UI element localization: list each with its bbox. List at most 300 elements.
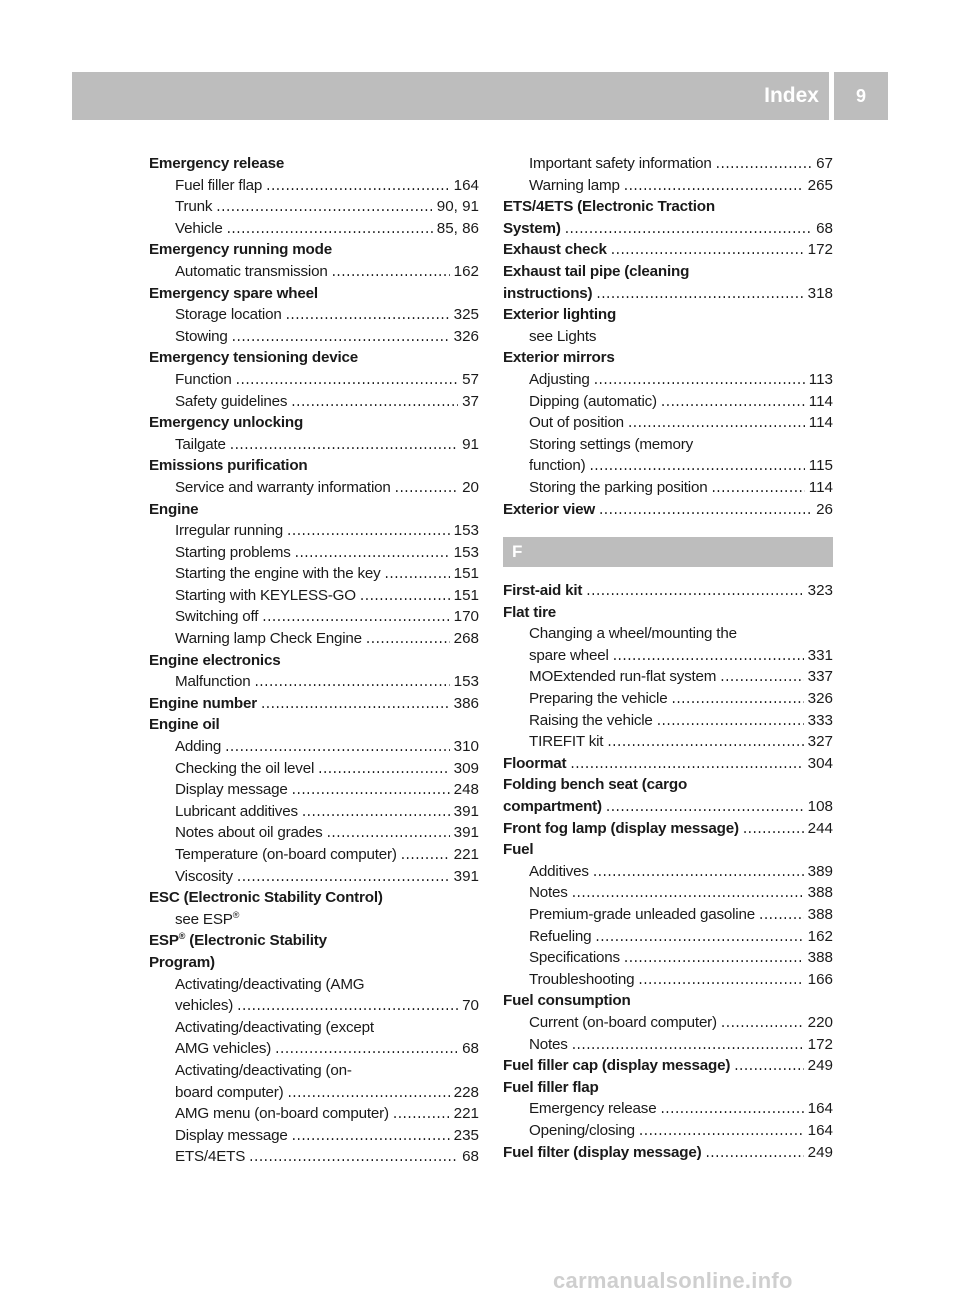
index-entry [149,887,479,909]
page-reference[interactable]: 115 [808,457,833,475]
index-entry [503,218,833,240]
entry-term [175,563,381,585]
page-reference[interactable]: 249 [807,1143,833,1161]
page-reference[interactable]: 166 [807,970,833,988]
watermark: carmanualsonline.info [553,1268,793,1293]
entry-term-continued: (Electronic Stability [185,932,327,950]
page-reference[interactable]: 389 [807,862,833,880]
entry-term [503,774,687,796]
entry-term [503,602,556,624]
index-entry [503,347,833,369]
page-reference[interactable]: 108 [807,798,833,816]
leader-dots [705,1142,803,1164]
entry-term [529,926,591,948]
entry-term-text: instructions) [503,284,593,302]
entry-term-text: Starting the engine with the key [175,565,381,583]
index-subentry [149,175,479,197]
entry-term-text: see ESP [175,910,233,928]
page-reference[interactable]: 304 [807,754,833,772]
index-subentry [503,688,833,710]
leader-dots [249,1146,458,1168]
leader-dots [332,261,450,283]
entry-term-text: Fuel [503,841,534,859]
index-subentry [503,391,833,413]
page-reference[interactable]: 235 [453,1126,479,1144]
page-reference[interactable]: 386 [453,694,479,712]
page-reference[interactable]: 337 [807,668,833,686]
page-reference[interactable]: 172 [807,241,833,259]
index-subentry [503,326,833,348]
page-reference[interactable]: 327 [807,733,833,751]
leader-dots [572,1034,804,1056]
leader-dots [286,304,450,326]
page-reference[interactable]: 172 [807,1035,833,1053]
entry-term [175,175,262,197]
page-reference[interactable]: 151 [453,586,479,604]
index-subentry [149,866,479,888]
page-reference[interactable]: 20 [462,478,479,496]
index-subentry [149,801,479,823]
page-reference[interactable]: 70 [462,997,479,1015]
page-reference[interactable]: 325 [453,306,479,324]
page-reference[interactable]: 162 [453,262,479,280]
entry-term-text: Preparing the vehicle [529,690,668,708]
index-subentry [503,861,833,883]
entry-term-text: AMG menu (on-board computer) [175,1105,389,1123]
entry-term-text: Storage location [175,306,282,324]
index-subentry [149,563,479,585]
index-subentry [503,904,833,926]
leader-dots [734,1055,803,1077]
page-reference[interactable]: 221 [453,846,479,863]
index-entry [503,1077,833,1099]
page-reference[interactable]: 91 [462,435,479,453]
page-reference[interactable]: 114 [808,414,833,432]
entry-term-text: ETS/4ETS (Electronic Traction [503,198,715,216]
leader-dots [743,818,804,840]
index-subentry [149,1146,479,1168]
page-reference[interactable]: 67 [816,155,833,172]
page-reference[interactable]: 326 [807,690,833,708]
leader-dots [759,904,804,926]
entry-term [175,1082,283,1104]
leader-dots [261,693,450,715]
leader-dots [628,412,805,434]
index-subentry [149,779,479,801]
entry-term [529,369,590,391]
entry-term-text: Function [175,370,232,388]
entry-term-text: Starting with KEYLESS-GO [175,586,356,604]
entry-term [149,239,332,261]
page-reference[interactable]: 388 [807,949,833,967]
entry-term [529,391,657,413]
entry-term [529,666,716,688]
index-subentry [149,1103,479,1125]
index-subentry [149,671,479,693]
page-reference[interactable]: 162 [807,927,833,945]
index-entry [149,499,479,521]
index-entry [503,818,833,840]
page-reference[interactable]: 388 [807,906,833,923]
entry-term-text: Service and warranty information [175,478,391,496]
index-entry [149,412,479,434]
index-subentry [503,882,833,904]
page-reference[interactable]: 114 [808,392,833,410]
entry-term-text: Emergency release [149,155,285,172]
page-reference[interactable]: 151 [453,565,479,583]
entry-term [175,1125,288,1147]
entry-term [149,650,280,672]
entry-term-text: ETS/4ETS [175,1148,246,1166]
entry-term [149,714,220,736]
leader-dots [593,861,804,883]
index-subentry [503,1098,833,1120]
leader-dots [711,477,804,499]
entry-term [503,347,615,369]
index-column-left [149,153,479,1168]
leader-dots [225,736,450,758]
page-reference[interactable]: 26 [816,500,833,518]
entry-term [529,710,653,732]
entry-term-text: Additives [529,862,589,880]
registered-mark: ® [232,909,240,920]
entry-term [503,283,592,305]
entry-term-text: Switching off [175,608,259,626]
entry-term [529,326,596,348]
entry-term-text: Engine electronics [149,651,281,669]
page-reference[interactable]: 268 [453,630,479,648]
leader-dots [275,1038,458,1060]
entry-term [529,969,634,991]
entry-term [529,882,568,904]
index-entry [503,602,833,624]
leader-dots [395,477,458,499]
entry-term-text: Engine oil [149,716,220,734]
index-subentry [503,369,833,391]
index-subentry [503,175,833,197]
page-reference[interactable]: 170 [453,608,479,626]
page-reference[interactable]: 37 [462,392,479,410]
leader-dots [385,563,450,585]
entry-term-text: compartment) [503,798,602,816]
entry-term-text: board computer) [175,1083,284,1101]
entry-term-text: Emergency spare wheel [149,284,318,302]
entry-term-text: Adjusting [529,370,590,388]
page-reference[interactable]: 153 [453,522,479,540]
page-reference[interactable]: 331 [807,646,833,664]
entry-term-text: Fuel filter (display message) [503,1143,702,1161]
entry-term-text: Premium-grade unleaded gasoline [529,906,755,923]
index-subentry [149,304,479,326]
leader-dots [671,688,803,710]
page-reference[interactable]: 310 [453,738,479,756]
entry-term [503,1055,730,1077]
entry-term-text: Changing a wheel/mounting the [529,625,737,643]
entry-term-text: Adding [175,738,222,756]
entry-term-text: Current (on-board computer) [529,1013,717,1031]
entry-term [529,175,620,197]
entry-term-text: Trunk [175,198,213,216]
page-reference[interactable]: 220 [807,1013,833,1031]
page-reference[interactable]: 153 [453,673,479,691]
index-subentry [503,477,833,499]
entry-term-text: Flat tire [503,603,557,621]
entry-term [503,753,566,775]
leader-dots [232,326,450,348]
index-entry [149,930,479,952]
leader-dots [266,175,450,197]
index-subentry [149,477,479,499]
page-reference[interactable]: 113 [808,370,833,388]
index-subentry [503,1012,833,1034]
page-reference[interactable]: 90, 91 [436,198,479,216]
entry-term [503,239,607,261]
page-reference[interactable]: 391 [453,824,479,842]
page-reference[interactable]: 164 [453,176,479,194]
index-subentry [503,455,833,477]
entry-term-text: vehicles) [175,997,234,1015]
entry-term [175,1017,374,1039]
index-subentry [149,326,479,348]
entry-term [175,758,314,780]
page-reference[interactable]: 318 [807,284,833,302]
entry-term-text: function) [529,457,586,475]
leader-dots [721,1012,804,1034]
leader-dots [657,710,804,732]
page-reference[interactable]: 68 [462,1040,479,1058]
leader-dots [287,1082,449,1104]
entry-term [529,1012,717,1034]
section-header: F [503,537,833,567]
leader-dots [661,391,805,413]
leader-dots [291,391,458,413]
entry-term-text: Temperature (on-board computer) [175,846,397,863]
index-entry [503,1055,833,1077]
entry-term-text: Malfunction [175,673,251,691]
leader-dots [599,499,812,521]
entry-term [149,153,284,175]
page-reference[interactable]: 68 [462,1148,479,1166]
entry-term-text: Lubricant additives [175,802,298,820]
index-entry [503,839,833,861]
entry-term [149,952,215,974]
entry-term [175,995,233,1017]
entry-term [529,455,585,477]
entry-term-text: Irregular running [175,522,284,540]
entry-term-text: Engine number [149,694,257,712]
index-subentry [503,153,833,175]
entry-term-text: Exterior lighting [503,306,617,324]
entry-term [149,347,358,369]
index-entry [149,239,479,261]
entry-term-text: Warning lamp [529,176,620,194]
index-entry [149,347,479,369]
index-entry [503,499,833,521]
page-reference[interactable]: 153 [453,543,479,561]
index-subentry [149,1017,479,1039]
page-reference[interactable]: 323 [807,582,833,600]
entry-term [149,499,198,521]
page-title: Index [743,72,829,120]
entry-term [175,326,228,348]
entry-term-text: Emergency tensioning device [149,349,358,367]
entry-term-text: System) [503,219,561,237]
entry-term [175,1038,271,1060]
leader-dots [327,822,450,844]
leader-dots [624,947,804,969]
leader-dots [254,671,449,693]
entry-term-text: Exterior mirrors [503,349,615,367]
entry-term [175,369,232,391]
index-entry [503,239,833,261]
leader-dots [295,542,450,564]
index-subentry [503,731,833,753]
index-subentry [149,1038,479,1060]
index-entry [503,196,833,218]
entry-term-text: Troubleshooting [529,970,635,988]
entry-term-text: Emergency running mode [149,241,332,259]
entry-term-text: Fuel filler flap [175,176,263,194]
entry-term [175,606,258,628]
index-subentry [503,926,833,948]
index-entry [503,774,833,796]
entry-term-text: Display message [175,1126,288,1144]
index-subentry [149,585,479,607]
index-subentry [503,1034,833,1056]
page-reference[interactable]: 57 [462,370,479,388]
entry-term [175,304,282,326]
index-entry [149,455,479,477]
entry-term [529,947,620,969]
leader-dots [227,218,433,240]
registered-mark: ® [178,931,186,942]
index-entry [503,580,833,602]
entry-term-text: Fuel consumption [503,992,631,1010]
index-subentry [503,623,833,645]
page-reference[interactable]: 164 [807,1100,833,1118]
index-subentry [503,1120,833,1142]
page-reference[interactable]: 68 [816,219,833,237]
page-reference[interactable]: 309 [453,759,479,777]
entry-term [175,391,287,413]
entry-term-text: Vehicle [175,219,223,237]
index-subentry [503,969,833,991]
leader-dots [572,882,804,904]
leader-dots [236,369,458,391]
entry-term [503,196,715,218]
page-reference[interactable]: 333 [807,711,833,729]
entry-term [175,628,362,650]
page-reference[interactable]: 249 [807,1057,833,1075]
page-reference[interactable]: 244 [807,819,833,837]
page-reference[interactable]: 85, 86 [436,219,479,237]
leader-dots [565,218,812,240]
entry-term-text: Exhaust check [503,241,607,259]
entry-term [175,1060,352,1082]
leader-dots [237,866,450,888]
leader-dots [624,175,804,197]
entry-term [529,1034,568,1056]
entry-term-text: Stowing [175,327,228,345]
entry-term-text: Raising the vehicle [529,711,653,729]
entry-term [175,196,212,218]
leader-dots [292,1125,450,1147]
index-entry [503,1142,833,1164]
entry-term [529,688,667,710]
page-reference[interactable]: 164 [807,1121,833,1139]
entry-term-text: Emissions purification [149,457,308,475]
page-reference[interactable]: 228 [453,1083,479,1101]
header-bar [72,72,828,120]
entry-term-text: Opening/closing [529,1121,635,1139]
page-reference[interactable]: 221 [453,1105,479,1123]
entry-term [175,779,288,801]
page-reference[interactable]: 248 [453,781,479,799]
entry-term [175,801,298,823]
entry-term-text: Emergency unlocking [149,414,304,432]
entry-term-text: Program) [149,953,215,971]
index-subentry [503,947,833,969]
entry-term [175,822,323,844]
index-subentry [149,844,479,866]
entry-term [529,412,624,434]
entry-term [175,909,239,931]
entry-term [175,261,328,283]
entry-term [175,218,223,240]
leader-dots [716,153,812,175]
entry-term-text: Exterior view [503,500,595,518]
leader-dots [611,239,804,261]
page-reference[interactable]: 114 [808,478,833,496]
entry-term [149,283,318,305]
entry-term [149,455,307,477]
entry-term [175,585,356,607]
entry-term-text: Activating/deactivating (except [175,1018,374,1036]
entry-term-text: Starting problems [175,543,291,561]
entry-term-text: Fuel filler flap [503,1078,599,1096]
index-subentry [503,645,833,667]
entry-term [529,434,693,456]
index-entry [149,153,479,175]
entry-term [175,974,364,996]
entry-term-text: Safety guidelines [175,392,288,410]
entry-term [529,1098,656,1120]
index-subentry [149,758,479,780]
index-subentry [149,218,479,240]
page-reference[interactable]: 388 [807,884,833,902]
entry-term-text: Display message [175,781,288,799]
entry-term [503,304,616,326]
entry-term [529,477,707,499]
entry-term-text: spare wheel [529,646,609,664]
entry-term-text: Automatic transmission [175,262,328,280]
page-reference[interactable]: 391 [453,867,479,885]
page-reference[interactable]: 326 [453,327,479,345]
leader-dots [360,585,450,607]
entry-term [503,990,631,1012]
entry-term-text: Important safety information [529,155,712,172]
page-reference[interactable]: 391 [453,802,479,820]
index-subentry [503,666,833,688]
entry-term [529,623,737,645]
index-subentry [149,434,479,456]
index-entry [149,714,479,736]
entry-term-text: Storing settings (memory [529,435,694,453]
index-entry [503,283,833,305]
page-reference[interactable]: 265 [807,176,833,194]
entry-term [529,1120,635,1142]
leader-dots [586,580,803,602]
